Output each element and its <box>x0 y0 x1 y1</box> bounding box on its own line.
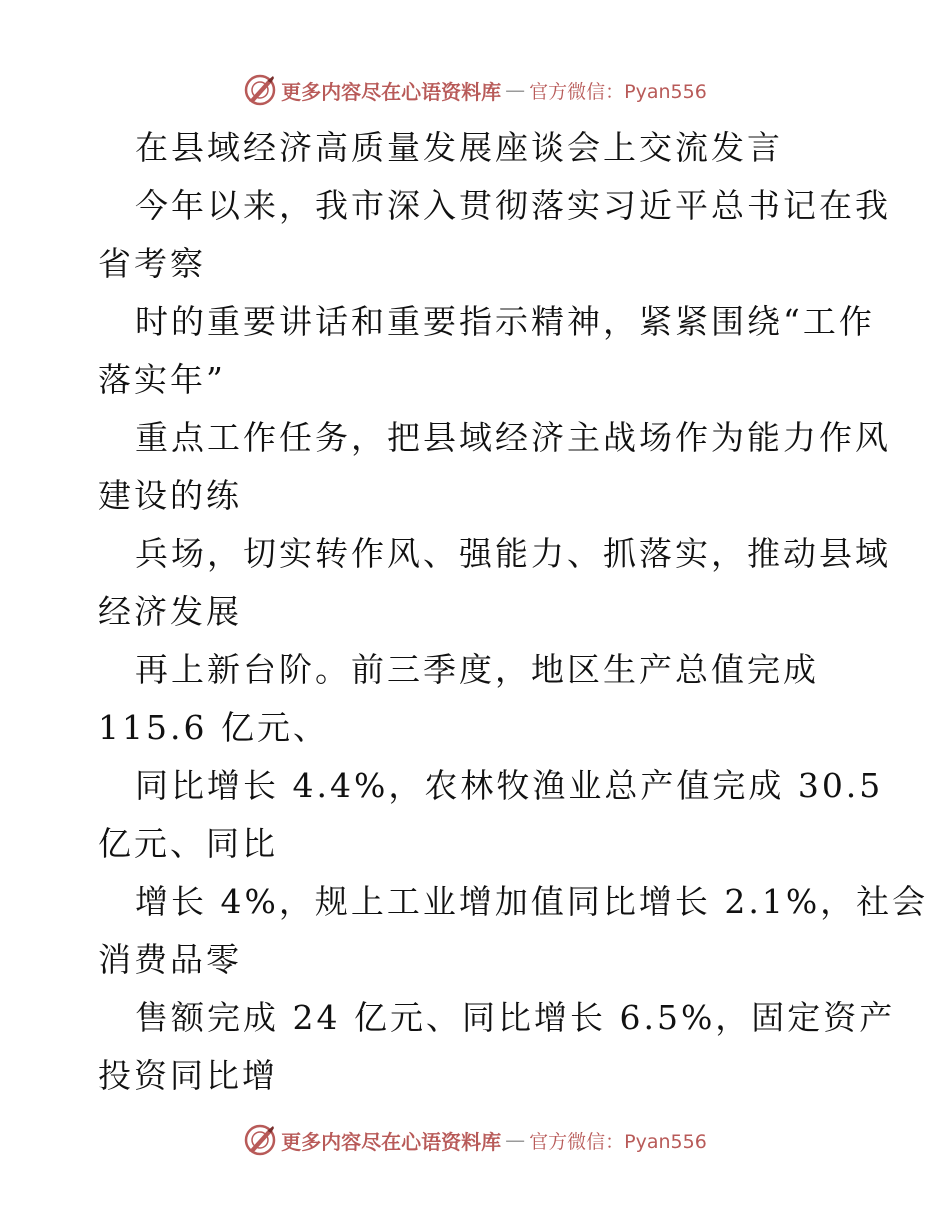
doc-line: 再上新台阶。前三季度，地区生产总值完成 <box>135 650 819 689</box>
doc-line: 建设的练 <box>98 476 242 515</box>
header-brand-text: 更多内容尽在心语资料库 <box>281 79 502 104</box>
doc-line: 消费品零 <box>98 940 242 979</box>
doc-line: 售额完成 24 亿元、同比增长 6.5%，固定资产 <box>135 998 896 1037</box>
header-official-text: 官方微信：Pyan556 <box>529 80 707 103</box>
doc-line: 亿元、同比 <box>98 824 278 863</box>
footer-dash: — <box>505 1128 526 1152</box>
doc-line: 经济发展 <box>98 592 242 631</box>
doc-line: 投资同比增 <box>98 1056 278 1095</box>
doc-line: 增长 4%，规上工业增加值同比增长 2.1%，社会 <box>135 882 929 921</box>
doc-line-title: 在县域经济高质量发展座谈会上交流发言 <box>135 128 783 167</box>
footer-brand-text: 更多内容尽在心语资料库 <box>281 1129 502 1154</box>
footer-banner <box>0 1122 950 1158</box>
header-banner <box>0 72 950 108</box>
doc-line: 同比增长 4.4%，农林牧渔业总产值完成 30.5 <box>135 766 884 805</box>
doc-line: 今年以来，我市深入贯彻落实习近平总书记在我 <box>135 186 891 225</box>
doc-line: 兵场，切实转作风、强能力、抓落实，推动县域 <box>135 534 891 573</box>
doc-line: 落实年” <box>98 360 226 399</box>
doc-line: 省考察 <box>98 244 206 283</box>
doc-line: 重点工作任务，把县域经济主战场作为能力作风 <box>135 418 891 457</box>
pen-logo-icon <box>243 1123 277 1157</box>
doc-line: 时的重要讲话和重要指示精神，紧紧围绕“工作 <box>135 302 875 341</box>
footer-official-text: 官方微信：Pyan556 <box>529 1130 707 1153</box>
pen-logo-icon <box>243 73 277 107</box>
header-dash: — <box>505 78 526 102</box>
doc-line: 115.6 亿元、 <box>98 708 329 747</box>
